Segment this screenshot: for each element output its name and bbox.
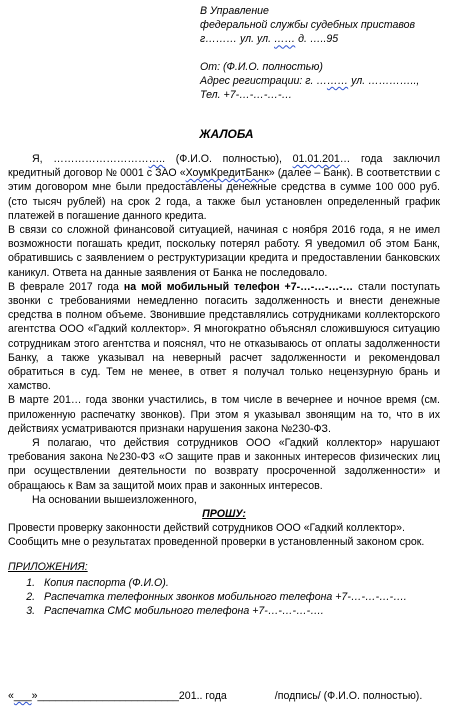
addressee-line-2: федеральной службы судебных приставов bbox=[200, 19, 416, 32]
attachment-item: 1. Копия паспорта (Ф.И.О). bbox=[38, 576, 440, 590]
attachment-item: 2. Распечатка телефонных звонков мобильного телефона +7-…-…-…-…. bbox=[38, 590, 440, 604]
document-title: ЖАЛОБА bbox=[199, 127, 254, 141]
paragraph-5: Я полагаю, что действия сотрудников ООО «Гадкий коллектор» нарушают требования закона №230-ФЗ «О защите прав и законных интересов физических лиц при осуществлении деятельности по возврату просроченной задолженности» и обращаюсь к Вам за защитой моих прав и законных интересов. bbox=[8, 437, 440, 492]
sender-phone: Тел. +7-…-…-…-… bbox=[200, 88, 293, 101]
request-heading: ПРОШУ: bbox=[202, 508, 246, 521]
addressee-line-1: В Управление bbox=[200, 5, 269, 17]
attachments-heading: ПРИЛОЖЕНИЯ: bbox=[8, 560, 88, 573]
date-year: 201.. года bbox=[178, 690, 227, 702]
date-quote-open: « bbox=[8, 690, 14, 702]
date-quote-close: » bbox=[31, 690, 38, 702]
signature-line bbox=[8, 689, 440, 703]
paragraph-2: В связи со сложной финансовой ситуацией, начиная с ноября 2016 года, я не имел возможности погашать кредит, поскольку потерял работу. Я уведомил об этом Банк, обратившись с заявлением о реструктуризации кредита и предоставлении банковских каникул. Ответа на данные заявления от Банка не последовало. bbox=[8, 224, 440, 279]
sender-address: Адрес регистрации: г. ……… ул. ………….., bbox=[200, 74, 420, 87]
paragraph-1: Я, ………………………….. (Ф.И.О. полностью), 01.01.201… года заключил кредитный договор № 0001 с ЗАО «ХоумКредитБанк» (далее – Банк). В соответствии с этим договором мне были предоставлены денежные средства в сумме 100 000 руб. (сто тысяч рублей) на срок 2 года, а также был установлен определенный график платежей в погашение данного кредита. bbox=[8, 153, 440, 222]
paragraph-3: В феврале 2017 года на мой мобильный телефон +7-…-…-…-… стали поступать звонки с требованиями немедленно погасить задолженность и внести денежные средства в полном объеме. Звонившие представлялись сотрудниками коллекторского агентства ООО «Гадкий коллектор». Я многократно объяснял сложившуюся ситуацию сотрудникам этого агентства и пояснял, что не отказываюсь от оплаты задолженности Банку, а также указывал на неверный расчет задолженности и рекомендовал обратиться в суд. Тем не менее, в ответ я получал только нецензурную брань и хамство. bbox=[8, 280, 440, 393]
addressee-block bbox=[200, 4, 419, 102]
document-body bbox=[8, 152, 440, 619]
attachment-item: 3. Распечатка СМС мобильного телефона +7-…-…-…-…. bbox=[38, 604, 440, 618]
paragraph-4: В марте 201… года звонки участились, в том числе в вечернее и ночное время (см. приложенную распечатку звонков). При этом я указывал звонящим на то, что в их действиях усматриваются признаки нарушения закона №230-ФЗ. bbox=[8, 394, 440, 435]
request-item-1: Провести проверку законности действий сотрудников ООО «Гадкий коллектор». bbox=[8, 522, 405, 535]
paragraph-6: На основании вышеизложенного, bbox=[32, 493, 197, 506]
date-month: ________________________ bbox=[37, 690, 179, 702]
signature-field: /подпись/ (Ф.И.О. полностью). bbox=[274, 690, 423, 702]
sender-name: От: (Ф.И.О. полностью) bbox=[200, 60, 323, 73]
addressee-line-3: г……… ул. ул. …… д. …..95 bbox=[200, 33, 339, 46]
attachments-list bbox=[8, 576, 440, 619]
request-item-2: Сообщить мне о результатах проведенной проверки в установленный законом срок. bbox=[8, 536, 425, 549]
date-day: ___ bbox=[13, 690, 32, 702]
